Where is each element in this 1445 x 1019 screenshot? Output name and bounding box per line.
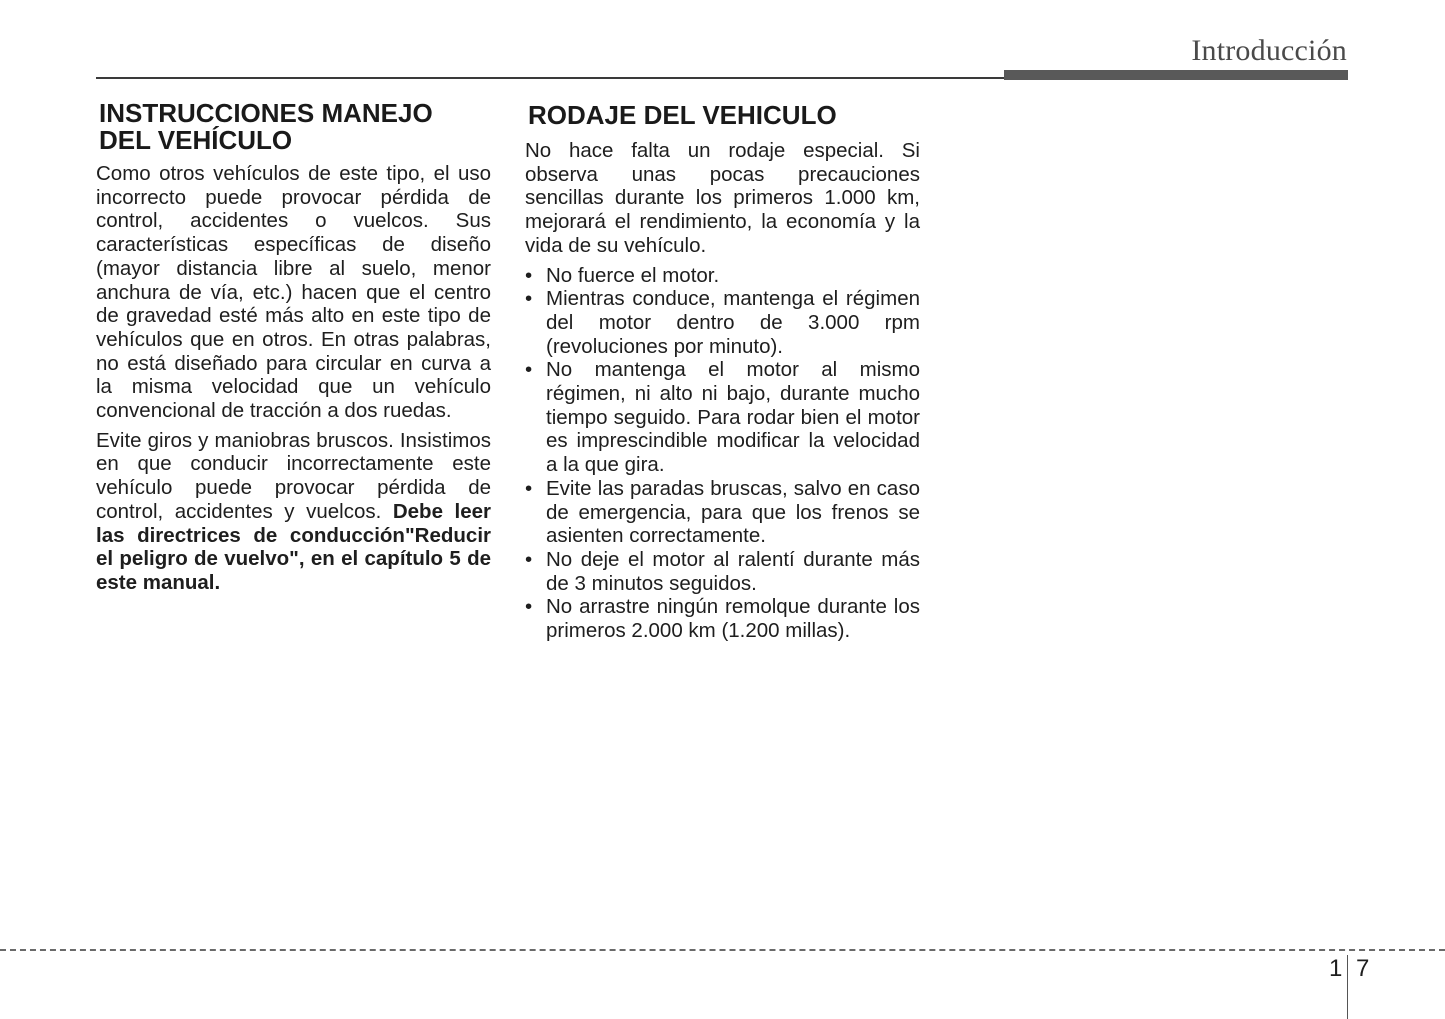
paragraph-manejo-2 — [96, 429, 491, 595]
paragraph-plain-text: Evite giros y maniobras bruscos. Insistimos en que conducir incorrectamente este vehículo puede provocar pérdida de control, accidentes y vuelcos. — [96, 428, 491, 523]
list-item: • Evite las paradas bruscas, salvo en caso de emergencia, para que los frenos se asienten correctamente. — [525, 476, 920, 548]
chapter-number: 1 — [1329, 955, 1343, 982]
page-number: 7 — [1356, 955, 1370, 982]
footer-dashed-rule — [0, 949, 1445, 951]
paragraph-bold-warning: Debe leer las directrices de conducción"Reducir el peligro de vuelvo", en el capítulo 5 de este manual. — [96, 499, 491, 594]
list-item: • No deje el motor al ralentí durante más de 3 minutos seguidos. — [525, 547, 920, 595]
right-column — [525, 100, 920, 643]
bullet-icon: • — [525, 287, 533, 311]
list-item: • No fuerce el motor. — [525, 263, 720, 287]
heading-line-2: DEL VEHÍCULO — [99, 125, 293, 155]
bullet-icon: • — [525, 476, 533, 500]
list-item: • Mientras conduce, mantenga el régimen del motor dentro de 3.000 rpm (revoluciones por minuto). — [525, 287, 920, 358]
list-item: • No mantenga el motor al mismo régimen, ni alto ni bajo, durante mucho tiempo seguido. Para rodar bien el motor es imprescindible modificar la velocidad a la que gira. — [525, 358, 920, 477]
rodaje-bullet-list — [525, 264, 920, 643]
bullet-icon: • — [525, 547, 533, 571]
page-number-separator — [1347, 955, 1348, 1019]
heading-line-1: INSTRUCCIONES MANEJO — [99, 98, 433, 128]
section-heading-rodaje: RODAJE DEL VEHICULO — [528, 100, 837, 130]
list-item: • No arrastre ningún remolque durante los primeros 2.000 km (1.200 millas). — [525, 595, 920, 643]
bullet-icon: • — [525, 263, 533, 287]
bullet-icon: • — [525, 358, 533, 382]
bullet-icon: • — [525, 595, 533, 619]
section-heading-manejo — [96, 100, 491, 154]
left-column — [96, 100, 491, 601]
header-rule — [96, 77, 1006, 79]
header-bar — [1004, 70, 1348, 80]
paragraph-manejo-1: Como otros vehículos de este tipo, el uso incorrecto puede provocar pérdida de control, accidentes o vuelcos. Sus características específicas de diseño (mayor distancia libre al suelo, menor anchura de vía, etc.) hacen que el centro de gravedad esté más alto en este tipo de vehículos que en otros. En otras palabras, no está diseñado para circular en curva a la misma velocidad que un vehículo convencional de tracción a dos ruedas. — [96, 162, 491, 423]
paragraph-rodaje-intro: No hace falta un rodaje especial. Si observa unas pocas precauciones sencillas durante los primeros 1.000 km, mejorará el rendimiento, la economía y la vida de su vehículo. — [525, 139, 920, 257]
chapter-title: Introducción — [1191, 34, 1347, 67]
